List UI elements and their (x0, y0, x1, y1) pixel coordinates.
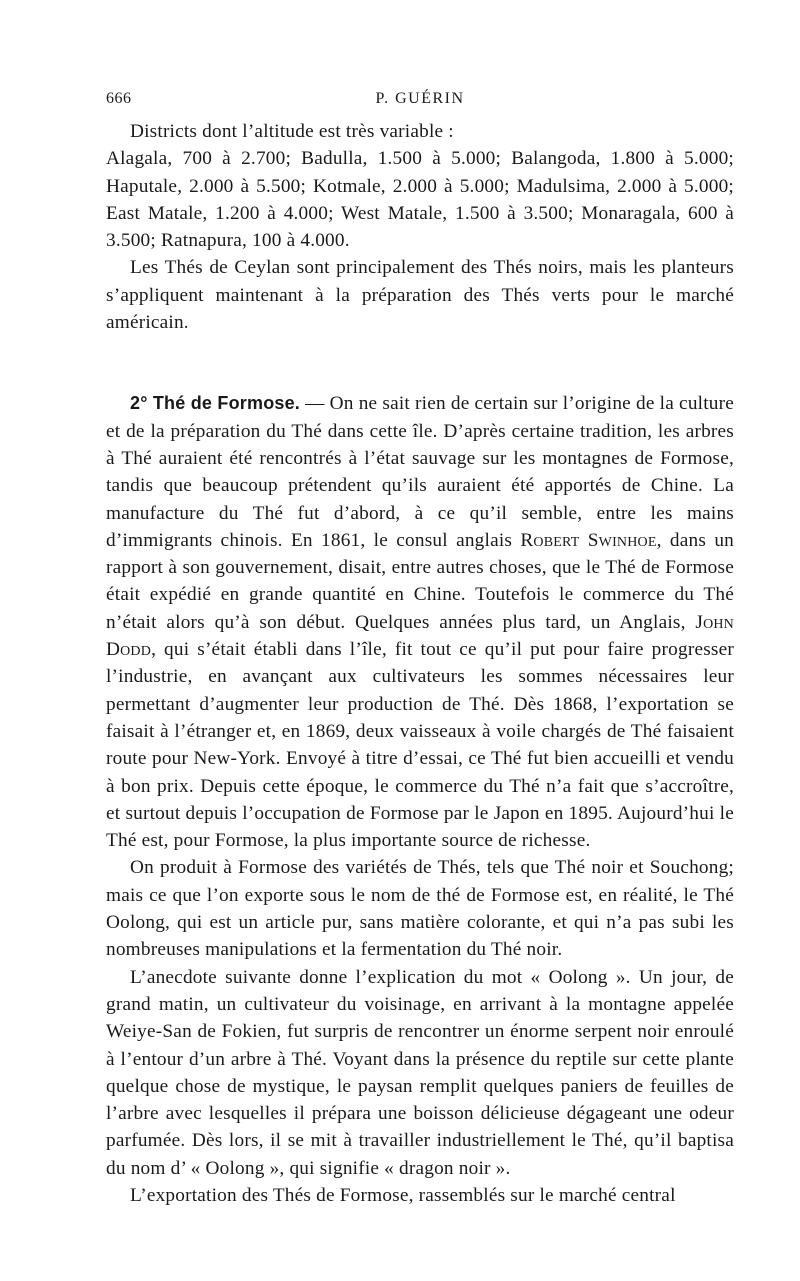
paragraph-formosa-history (106, 390, 734, 854)
running-head: P. GUÉRIN (375, 90, 465, 107)
person-name-swinhoe: Robert Swinhoe (520, 529, 657, 551)
formosa-history-text-b: , dans un rapport à son gouvernement, disait, entre autres choses, que le Thé de Formose était expédié en grande quantité en Chine. Toutefois le commerce du Thé n’était alors qu’à son début. Quelques années plus tard, un Anglais, (106, 529, 735, 633)
section-heading-formosa: 2° Thé de Formose. (130, 393, 301, 414)
page-header (106, 90, 734, 112)
formosa-history-text-c: , qui s’était établi dans l’île, fit tout ce qu’il put pour faire progresser l’industrie, en avançant aux cultivateurs les sommes nécessaires leur permettant d’augmenter leur production de Thé. Dès 1868, l’exportation se faisait à l’étranger et, en 1869, deux vaisseaux à voile chargés de Thé faisaient route pour New-York. Envoyé à titre d’essai, ce Thé fut bien accueilli et vendu à bon prix. Depuis cette époque, le commerce du Thé n’a fait que s’accroître, et surtout depuis l’occupation de Formose par le Japon en 1895. Aujourd’hui le Thé est, pour Formose, la plus importante source de richesse. (106, 639, 734, 852)
person-name-dodd: John Dodd (106, 611, 734, 661)
paragraph-districts-intro: Districts dont l’altitude est très variable : (130, 121, 454, 142)
paragraph-oolong-anecdote: L’anecdote suivante donne l’explication du mot « Oolong ». Un jour, de grand matin, un cultivateur du voisinage, en arrivant à la montagne appelée Weiye-San de Fokien, fut surpris de rencontrer un énorme serpent noir enroulé à l’entour d’un arbre à Thé. Voyant dans la présence du reptile sur cette plante quelque chose de mystique, le paysan remplit quelques paniers de feuilles de l’arbre avec lesquelles il prépara une boisson délicieuse dégageant une odeur parfumée. Dès lors, il se mit à travailler industriellement le Thé, qu’il baptisa du nom d’ « Oolong », qui signifie « dragon noir ». (106, 966, 734, 1179)
paragraph-district-list: Alagala, 700 à 2.700; Badulla, 1.500 à 5.000; Balangoda, 1.800 à 5.000; Haputale, 2.000 à 5.500; Kotmale, 2.000 à 5.000; Madulsima, 2.000 à 5.000; East Matale, 1.200 à 4.000; West Matale, 1.500 à 3.500; Monaragala, 600 à 3.500; Ratnapura, 100 à 4.000. (106, 148, 734, 252)
page-number: 666 (106, 90, 132, 107)
paragraph-formosa-export: L’exportation des Thés de Formose, rassemblés sur le marché central (130, 1184, 676, 1206)
paragraph-ceylon-teas: Les Thés de Ceylan sont principalement des Thés noirs, mais les planteurs s’appliquent maintenant à la préparation des Thés verts pour le marché américain. (106, 257, 734, 334)
formosa-history-text-a: — On ne sait rien de certain sur l’origine de la culture et de la préparation du Thé dans cette île. D’après certaine tradition, les arbres à Thé auraient été rencontrés à l’état sauvage sur les montagnes de Formose, tandis que beaucoup prétendent qu’ils auraient été apportés de Chine. La manufacture du Thé fut d’abord, à ce qu’il semble, entre les mains d’immigrants chinois. En 1861, le consul anglais (106, 393, 734, 551)
body-text (106, 118, 734, 1209)
paragraph-formosa-varieties: On produit à Formose des variétés de Thés, tels que Thé noir et Souchong; mais ce que l’on exporte sous le nom de thé de Formose est, en réalité, le Thé Oolong, qui est un article pur, sans matière colorante, et qui n’a pas subi les nombreuses manipulations et la fermentation du Thé noir. (106, 857, 734, 961)
